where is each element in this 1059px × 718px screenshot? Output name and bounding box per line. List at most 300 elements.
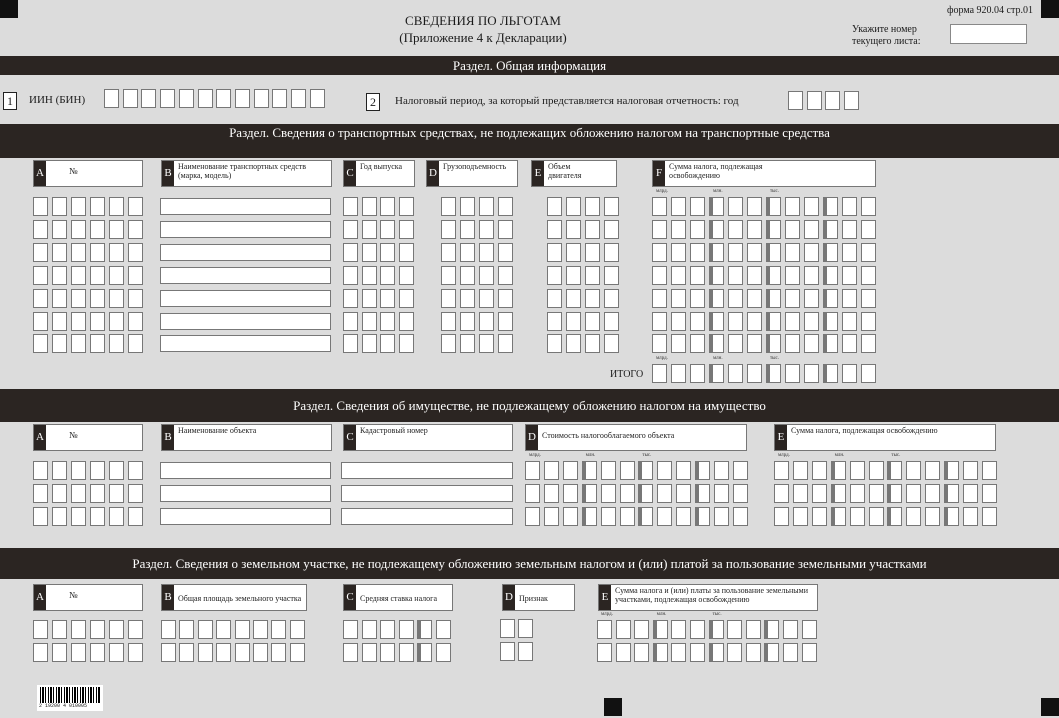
input-cell[interactable] bbox=[804, 334, 819, 353]
input-cell[interactable] bbox=[842, 220, 857, 239]
input-cell[interactable] bbox=[33, 243, 48, 262]
input-cell[interactable] bbox=[441, 220, 456, 239]
input-cell[interactable] bbox=[109, 243, 124, 262]
input-cell[interactable] bbox=[52, 620, 67, 639]
input-cell[interactable] bbox=[399, 266, 414, 285]
input-cell[interactable] bbox=[109, 312, 124, 331]
input-cell[interactable] bbox=[216, 89, 231, 108]
input-cell[interactable] bbox=[842, 364, 857, 383]
input-cell[interactable] bbox=[714, 461, 729, 480]
input-cell[interactable] bbox=[198, 620, 213, 639]
input-cell[interactable] bbox=[634, 620, 649, 639]
input-cell[interactable] bbox=[671, 334, 686, 353]
input-cell[interactable] bbox=[585, 312, 600, 331]
input-cell[interactable] bbox=[925, 507, 940, 526]
input-cell[interactable] bbox=[671, 289, 686, 308]
input-cell[interactable] bbox=[128, 197, 143, 216]
input-cell[interactable] bbox=[179, 89, 194, 108]
input-cell[interactable] bbox=[634, 643, 649, 662]
input-cell[interactable] bbox=[52, 484, 67, 503]
input-cell[interactable] bbox=[695, 507, 710, 526]
input-cell[interactable] bbox=[709, 266, 724, 285]
input-cell[interactable] bbox=[498, 334, 513, 353]
input-cell[interactable] bbox=[676, 507, 691, 526]
input-cell[interactable] bbox=[823, 334, 838, 353]
input-cell[interactable] bbox=[727, 643, 742, 662]
text-field[interactable] bbox=[160, 335, 331, 352]
input-cell[interactable] bbox=[690, 620, 705, 639]
input-cell[interactable] bbox=[671, 312, 686, 331]
input-cell[interactable] bbox=[566, 312, 581, 331]
input-cell[interactable] bbox=[671, 197, 686, 216]
input-cell[interactable] bbox=[71, 507, 86, 526]
input-cell[interactable] bbox=[616, 643, 631, 662]
input-cell[interactable] bbox=[825, 91, 840, 110]
input-cell[interactable] bbox=[604, 243, 619, 262]
input-cell[interactable] bbox=[441, 197, 456, 216]
input-cell[interactable] bbox=[804, 312, 819, 331]
input-cell[interactable] bbox=[109, 289, 124, 308]
input-cell[interactable] bbox=[362, 643, 377, 662]
input-cell[interactable] bbox=[601, 484, 616, 503]
input-cell[interactable] bbox=[109, 643, 124, 662]
input-cell[interactable] bbox=[380, 289, 395, 308]
input-cell[interactable] bbox=[728, 334, 743, 353]
input-cell[interactable] bbox=[90, 334, 105, 353]
input-cell[interactable] bbox=[652, 220, 667, 239]
input-cell[interactable] bbox=[709, 620, 724, 639]
input-cell[interactable] bbox=[620, 484, 635, 503]
input-cell[interactable] bbox=[766, 364, 781, 383]
input-cell[interactable] bbox=[597, 643, 612, 662]
input-cell[interactable] bbox=[652, 334, 667, 353]
input-cell[interactable] bbox=[500, 619, 515, 638]
input-cell[interactable] bbox=[109, 220, 124, 239]
input-cell[interactable] bbox=[690, 243, 705, 262]
text-field[interactable] bbox=[160, 267, 331, 284]
input-cell[interactable] bbox=[399, 197, 414, 216]
input-cell[interactable] bbox=[804, 364, 819, 383]
input-cell[interactable] bbox=[109, 484, 124, 503]
input-cell[interactable] bbox=[785, 266, 800, 285]
input-cell[interactable] bbox=[179, 643, 194, 662]
input-cell[interactable] bbox=[709, 334, 724, 353]
input-cell[interactable] bbox=[783, 620, 798, 639]
input-cell[interactable] bbox=[343, 197, 358, 216]
input-cell[interactable] bbox=[746, 620, 761, 639]
input-cell[interactable] bbox=[399, 312, 414, 331]
input-cell[interactable] bbox=[695, 461, 710, 480]
input-cell[interactable] bbox=[963, 484, 978, 503]
input-cell[interactable] bbox=[343, 220, 358, 239]
input-cell[interactable] bbox=[823, 364, 838, 383]
input-cell[interactable] bbox=[399, 643, 414, 662]
input-cell[interactable] bbox=[525, 484, 540, 503]
input-cell[interactable] bbox=[690, 334, 705, 353]
input-cell[interactable] bbox=[842, 243, 857, 262]
input-cell[interactable] bbox=[90, 312, 105, 331]
input-cell[interactable] bbox=[52, 220, 67, 239]
input-cell[interactable] bbox=[109, 197, 124, 216]
text-field[interactable] bbox=[160, 198, 331, 215]
input-cell[interactable] bbox=[582, 484, 597, 503]
input-cell[interactable] bbox=[71, 197, 86, 216]
input-cell[interactable] bbox=[380, 620, 395, 639]
input-cell[interactable] bbox=[128, 334, 143, 353]
input-cell[interactable] bbox=[604, 289, 619, 308]
input-cell[interactable] bbox=[198, 643, 213, 662]
input-cell[interactable] bbox=[161, 643, 176, 662]
input-cell[interactable] bbox=[547, 334, 562, 353]
input-cell[interactable] bbox=[906, 461, 921, 480]
input-cell[interactable] bbox=[90, 266, 105, 285]
input-cell[interactable] bbox=[709, 364, 724, 383]
input-cell[interactable] bbox=[71, 243, 86, 262]
input-cell[interactable] bbox=[690, 289, 705, 308]
input-cell[interactable] bbox=[747, 197, 762, 216]
input-cell[interactable] bbox=[793, 484, 808, 503]
input-cell[interactable] bbox=[399, 620, 414, 639]
input-cell[interactable] bbox=[436, 643, 451, 662]
input-cell[interactable] bbox=[597, 620, 612, 639]
input-cell[interactable] bbox=[216, 643, 231, 662]
input-cell[interactable] bbox=[441, 312, 456, 331]
input-cell[interactable] bbox=[802, 643, 817, 662]
input-cell[interactable] bbox=[850, 484, 865, 503]
input-cell[interactable] bbox=[709, 643, 724, 662]
input-cell[interactable] bbox=[982, 461, 997, 480]
input-cell[interactable] bbox=[441, 243, 456, 262]
input-cell[interactable] bbox=[620, 461, 635, 480]
input-cell[interactable] bbox=[109, 334, 124, 353]
input-cell[interactable] bbox=[783, 643, 798, 662]
input-cell[interactable] bbox=[652, 197, 667, 216]
input-cell[interactable] bbox=[774, 484, 789, 503]
input-cell[interactable] bbox=[290, 620, 305, 639]
input-cell[interactable] bbox=[804, 289, 819, 308]
input-cell[interactable] bbox=[869, 507, 884, 526]
input-cell[interactable] bbox=[925, 484, 940, 503]
input-cell[interactable] bbox=[585, 334, 600, 353]
input-cell[interactable] bbox=[498, 289, 513, 308]
input-cell[interactable] bbox=[774, 461, 789, 480]
input-cell[interactable] bbox=[52, 643, 67, 662]
input-cell[interactable] bbox=[566, 243, 581, 262]
input-cell[interactable] bbox=[747, 243, 762, 262]
input-cell[interactable] bbox=[869, 461, 884, 480]
input-cell[interactable] bbox=[604, 220, 619, 239]
input-cell[interactable] bbox=[831, 507, 846, 526]
input-cell[interactable] bbox=[709, 312, 724, 331]
input-cell[interactable] bbox=[52, 243, 67, 262]
input-cell[interactable] bbox=[728, 243, 743, 262]
input-cell[interactable] bbox=[638, 507, 653, 526]
input-cell[interactable] bbox=[71, 289, 86, 308]
input-cell[interactable] bbox=[544, 507, 559, 526]
input-cell[interactable] bbox=[616, 620, 631, 639]
input-cell[interactable] bbox=[362, 334, 377, 353]
input-cell[interactable] bbox=[585, 266, 600, 285]
input-cell[interactable] bbox=[812, 461, 827, 480]
input-cell[interactable] bbox=[436, 620, 451, 639]
text-field[interactable] bbox=[160, 290, 331, 307]
input-cell[interactable] bbox=[343, 289, 358, 308]
input-cell[interactable] bbox=[653, 643, 668, 662]
input-cell[interactable] bbox=[235, 89, 250, 108]
input-cell[interactable] bbox=[33, 334, 48, 353]
input-cell[interactable] bbox=[728, 312, 743, 331]
input-cell[interactable] bbox=[766, 220, 781, 239]
input-cell[interactable] bbox=[652, 266, 667, 285]
input-cell[interactable] bbox=[850, 461, 865, 480]
input-cell[interactable] bbox=[733, 484, 748, 503]
input-cell[interactable] bbox=[727, 620, 742, 639]
input-cell[interactable] bbox=[109, 620, 124, 639]
input-cell[interactable] bbox=[90, 243, 105, 262]
input-cell[interactable] bbox=[141, 89, 156, 108]
input-cell[interactable] bbox=[747, 334, 762, 353]
input-cell[interactable] bbox=[785, 334, 800, 353]
input-cell[interactable] bbox=[362, 197, 377, 216]
text-field[interactable] bbox=[160, 508, 331, 525]
input-cell[interactable] bbox=[52, 507, 67, 526]
input-cell[interactable] bbox=[179, 620, 194, 639]
input-cell[interactable] bbox=[671, 243, 686, 262]
input-cell[interactable] bbox=[676, 461, 691, 480]
input-cell[interactable] bbox=[652, 312, 667, 331]
input-cell[interactable] bbox=[71, 484, 86, 503]
input-cell[interactable] bbox=[52, 312, 67, 331]
input-cell[interactable] bbox=[547, 266, 562, 285]
input-cell[interactable] bbox=[271, 643, 286, 662]
input-cell[interactable] bbox=[733, 507, 748, 526]
input-cell[interactable] bbox=[785, 197, 800, 216]
input-cell[interactable] bbox=[566, 197, 581, 216]
input-cell[interactable] bbox=[343, 334, 358, 353]
input-cell[interactable] bbox=[109, 266, 124, 285]
input-cell[interactable] bbox=[944, 484, 959, 503]
input-cell[interactable] bbox=[399, 243, 414, 262]
input-cell[interactable] bbox=[709, 243, 724, 262]
input-cell[interactable] bbox=[653, 620, 668, 639]
input-cell[interactable] bbox=[766, 243, 781, 262]
input-cell[interactable] bbox=[582, 507, 597, 526]
input-cell[interactable] bbox=[362, 243, 377, 262]
input-cell[interactable] bbox=[728, 364, 743, 383]
input-cell[interactable] bbox=[362, 289, 377, 308]
input-cell[interactable] bbox=[585, 220, 600, 239]
input-cell[interactable] bbox=[714, 507, 729, 526]
text-field[interactable] bbox=[341, 485, 513, 502]
input-cell[interactable] bbox=[498, 220, 513, 239]
input-cell[interactable] bbox=[747, 266, 762, 285]
input-cell[interactable] bbox=[52, 289, 67, 308]
input-cell[interactable] bbox=[33, 220, 48, 239]
input-cell[interactable] bbox=[728, 197, 743, 216]
input-cell[interactable] bbox=[33, 289, 48, 308]
input-cell[interactable] bbox=[887, 507, 902, 526]
text-field[interactable] bbox=[160, 485, 331, 502]
input-cell[interactable] bbox=[90, 484, 105, 503]
input-cell[interactable] bbox=[362, 266, 377, 285]
input-cell[interactable] bbox=[764, 643, 779, 662]
input-cell[interactable] bbox=[362, 220, 377, 239]
input-cell[interactable] bbox=[563, 507, 578, 526]
input-cell[interactable] bbox=[71, 643, 86, 662]
input-cell[interactable] bbox=[71, 461, 86, 480]
input-cell[interactable] bbox=[671, 266, 686, 285]
input-cell[interactable] bbox=[128, 620, 143, 639]
input-cell[interactable] bbox=[566, 334, 581, 353]
input-cell[interactable] bbox=[585, 197, 600, 216]
input-cell[interactable] bbox=[906, 507, 921, 526]
input-cell[interactable] bbox=[823, 289, 838, 308]
input-cell[interactable] bbox=[90, 220, 105, 239]
input-cell[interactable] bbox=[690, 312, 705, 331]
input-cell[interactable] bbox=[128, 243, 143, 262]
input-cell[interactable] bbox=[160, 89, 175, 108]
text-field[interactable] bbox=[160, 221, 331, 238]
input-cell[interactable] bbox=[547, 220, 562, 239]
input-cell[interactable] bbox=[709, 289, 724, 308]
input-cell[interactable] bbox=[460, 220, 475, 239]
input-cell[interactable] bbox=[861, 334, 876, 353]
input-cell[interactable] bbox=[525, 461, 540, 480]
text-field[interactable] bbox=[341, 462, 513, 479]
input-cell[interactable] bbox=[638, 461, 653, 480]
text-field[interactable] bbox=[160, 313, 331, 330]
input-cell[interactable] bbox=[823, 197, 838, 216]
input-cell[interactable] bbox=[52, 197, 67, 216]
input-cell[interactable] bbox=[747, 289, 762, 308]
input-cell[interactable] bbox=[399, 220, 414, 239]
input-cell[interactable] bbox=[982, 484, 997, 503]
input-cell[interactable] bbox=[802, 620, 817, 639]
text-field[interactable] bbox=[160, 462, 331, 479]
input-cell[interactable] bbox=[544, 484, 559, 503]
input-cell[interactable] bbox=[671, 620, 686, 639]
input-cell[interactable] bbox=[788, 91, 803, 110]
input-cell[interactable] bbox=[479, 197, 494, 216]
input-cell[interactable] bbox=[887, 461, 902, 480]
input-cell[interactable] bbox=[128, 312, 143, 331]
input-cell[interactable] bbox=[216, 620, 231, 639]
input-cell[interactable] bbox=[831, 484, 846, 503]
input-cell[interactable] bbox=[563, 461, 578, 480]
input-cell[interactable] bbox=[460, 243, 475, 262]
input-cell[interactable] bbox=[582, 461, 597, 480]
input-cell[interactable] bbox=[460, 197, 475, 216]
input-cell[interactable] bbox=[766, 197, 781, 216]
input-cell[interactable] bbox=[460, 266, 475, 285]
input-cell[interactable] bbox=[52, 334, 67, 353]
input-cell[interactable] bbox=[460, 334, 475, 353]
input-cell[interactable] bbox=[766, 266, 781, 285]
input-cell[interactable] bbox=[566, 266, 581, 285]
input-cell[interactable] bbox=[441, 266, 456, 285]
input-cell[interactable] bbox=[399, 334, 414, 353]
input-cell[interactable] bbox=[128, 484, 143, 503]
input-cell[interactable] bbox=[460, 312, 475, 331]
input-cell[interactable] bbox=[823, 312, 838, 331]
input-cell[interactable] bbox=[842, 312, 857, 331]
input-cell[interactable] bbox=[547, 289, 562, 308]
input-cell[interactable] bbox=[690, 364, 705, 383]
input-cell[interactable] bbox=[128, 289, 143, 308]
input-cell[interactable] bbox=[733, 461, 748, 480]
input-cell[interactable] bbox=[343, 643, 358, 662]
input-cell[interactable] bbox=[128, 266, 143, 285]
input-cell[interactable] bbox=[109, 461, 124, 480]
input-cell[interactable] bbox=[657, 507, 672, 526]
input-cell[interactable] bbox=[380, 197, 395, 216]
input-cell[interactable] bbox=[793, 507, 808, 526]
input-cell[interactable] bbox=[90, 507, 105, 526]
input-cell[interactable] bbox=[123, 89, 138, 108]
input-cell[interactable] bbox=[709, 197, 724, 216]
input-cell[interactable] bbox=[441, 334, 456, 353]
input-cell[interactable] bbox=[831, 461, 846, 480]
input-cell[interactable] bbox=[604, 197, 619, 216]
input-cell[interactable] bbox=[842, 197, 857, 216]
input-cell[interactable] bbox=[479, 289, 494, 308]
input-cell[interactable] bbox=[518, 619, 533, 638]
input-cell[interactable] bbox=[604, 334, 619, 353]
input-cell[interactable] bbox=[844, 91, 859, 110]
input-cell[interactable] bbox=[601, 461, 616, 480]
input-cell[interactable] bbox=[804, 266, 819, 285]
input-cell[interactable] bbox=[842, 289, 857, 308]
input-cell[interactable] bbox=[33, 620, 48, 639]
input-cell[interactable] bbox=[417, 643, 432, 662]
input-cell[interactable] bbox=[747, 220, 762, 239]
input-cell[interactable] bbox=[290, 643, 305, 662]
input-cell[interactable] bbox=[310, 89, 325, 108]
input-cell[interactable] bbox=[861, 197, 876, 216]
input-cell[interactable] bbox=[652, 364, 667, 383]
input-cell[interactable] bbox=[380, 243, 395, 262]
input-cell[interactable] bbox=[604, 312, 619, 331]
input-cell[interactable] bbox=[90, 289, 105, 308]
input-cell[interactable] bbox=[547, 312, 562, 331]
input-cell[interactable] bbox=[498, 312, 513, 331]
input-cell[interactable] bbox=[417, 620, 432, 639]
input-cell[interactable] bbox=[671, 364, 686, 383]
input-cell[interactable] bbox=[804, 220, 819, 239]
input-cell[interactable] bbox=[235, 620, 250, 639]
input-cell[interactable] bbox=[500, 642, 515, 661]
input-cell[interactable] bbox=[161, 620, 176, 639]
input-cell[interactable] bbox=[963, 461, 978, 480]
input-cell[interactable] bbox=[272, 89, 287, 108]
input-cell[interactable] bbox=[807, 91, 822, 110]
input-cell[interactable] bbox=[638, 484, 653, 503]
input-cell[interactable] bbox=[380, 220, 395, 239]
input-cell[interactable] bbox=[380, 334, 395, 353]
input-cell[interactable] bbox=[128, 220, 143, 239]
input-cell[interactable] bbox=[253, 643, 268, 662]
input-cell[interactable] bbox=[804, 243, 819, 262]
input-cell[interactable] bbox=[842, 266, 857, 285]
input-cell[interactable] bbox=[812, 484, 827, 503]
input-cell[interactable] bbox=[785, 289, 800, 308]
input-cell[interactable] bbox=[90, 643, 105, 662]
input-cell[interactable] bbox=[479, 334, 494, 353]
input-cell[interactable] bbox=[343, 243, 358, 262]
input-cell[interactable] bbox=[518, 642, 533, 661]
input-cell[interactable] bbox=[362, 312, 377, 331]
input-cell[interactable] bbox=[861, 312, 876, 331]
